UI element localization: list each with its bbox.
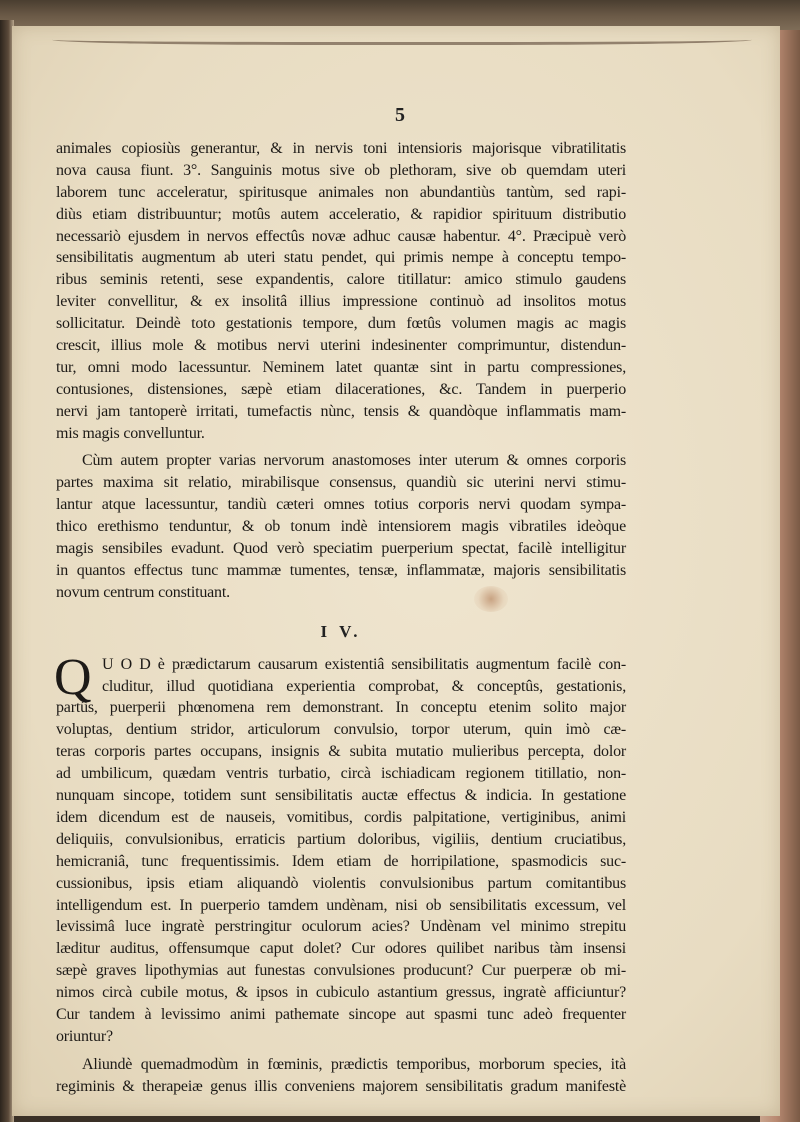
body-text <box>56 138 626 1098</box>
text-line: partûs, puerperii phœnomena rem demonstrant. In conceptu etenim solito major <box>56 699 626 717</box>
text-line: partes maxima sit relatio, mirabilisque consensus, quandiù sic uterini nervi stimu- <box>56 474 626 492</box>
text-line: voluptas, dentium stridor, articulorum convulsio, torpor uterum, quin imò cæ- <box>56 721 626 739</box>
text-line: leviter convellitur, & ex insolitâ illius impressione continuò ad insolitos motus <box>56 293 626 311</box>
text-line: hemicraniâ, tunc frequentissimis. Idem etiam de horripilatione, spasmodicis suc- <box>56 852 626 870</box>
text-line: Cur tandem à levissimo animi pathemate sincope aut spasmi tunc adeò frequenter <box>56 1005 626 1023</box>
drop-cap-letter: Q <box>54 648 92 706</box>
text-line: Aliundè quemadmodùm in fœminis, prædictis temporibus, morborum species, ità <box>82 1055 626 1073</box>
paragraph-three <box>54 648 626 1048</box>
text-line: ribus seminis retenti, sese expandentis, calore titillatur: amico stimulo gaudens <box>56 271 626 289</box>
text-line: oriuntur? <box>56 1027 113 1045</box>
page-top-curve <box>52 32 752 45</box>
text-line: sollicitatur. Deindè toto gestationis tempore, dum fœtûs volumen magis ac magis <box>56 315 626 333</box>
paragraph-two <box>56 450 626 603</box>
text-line: tur, omni modo lacessuntur. Neminem latet quantæ sint in partu compressiones, <box>56 358 626 376</box>
text-line: idem dicendum est de nauseis, vomitibus, cordis palpitatione, vertiginibus, animi <box>56 808 626 826</box>
paragraph-one <box>56 138 626 444</box>
text-line: lantur atque lacessuntur, tandiù cæteri omnes totius corporis nervi quodam sympa- <box>56 496 626 514</box>
text-line: levissimâ luce ingratè perstringitur oculorum acies? Undènam vel minimo strepitu <box>56 918 626 936</box>
text-line: ad umbilicum, quædam ventris turbatio, circà ischiadicam regionem titillatio, non- <box>56 765 626 783</box>
text-line: novum centrum constituant. <box>56 583 230 601</box>
text-line: Cùm autem propter varias nervorum anastomoses inter uterum & omnes corporis <box>82 452 626 470</box>
text-line: diùs etiam distribuuntur; motûs autem acceleratio, & rapidior spirituum distributio <box>56 205 626 223</box>
text-line: cussionibus, ipsis etiam aliquandò violentis convulsionibus partum comitantibus <box>56 874 626 892</box>
text-line: nimos circà cubile motus, & ipsos in cubiculo astantium gressus, ingratè afficiuntur? <box>56 984 626 1002</box>
text-line: nervi jam tantoperè irritati, tumefactis nùnc, tensis & quandòque inflammatis mam- <box>56 402 626 420</box>
text-line: in quantos effectus tunc mammæ tumentes, tensæ, inflammatæ, majoris sensibilitatis <box>56 561 626 579</box>
text-line: contusiones, distensiones, sæpè etiam dilacerationes, &c. Tandem in puerperio <box>56 380 626 398</box>
text-line: cluditur, illud quotidiana experientia comprobat, & conceptûs, gestationis, <box>102 677 626 695</box>
text-line: U O D è prædictarum causarum existentiâ sensibilitatis augmentum facilè con- <box>102 655 626 673</box>
text-line: animales copiosiùs generantur, & in nervis toni intensioris majorisque vibratilitatis <box>56 140 626 157</box>
section-heading: I V. <box>320 621 362 641</box>
text-line: sæpè graves lipothymias aut funestas convulsiones producunt? Cur puerperæ ob mi- <box>56 962 626 980</box>
text-line: laborem tunc acceleratur, spiritusque animales non abundantiùs tantùm, sed rapi- <box>56 183 626 201</box>
text-line: mis magis convelluntur. <box>56 424 205 442</box>
text-line: teras corporis partes occupans, insignis & subita mutatio mulieribus percepta, dolor <box>56 743 626 761</box>
page-number: 5 <box>395 104 405 126</box>
text-line: regiminis & therapeiæ genus illis conveniens majorem sensibilitatis gradum manifestè <box>56 1077 626 1095</box>
text-line: necessariò ejusdem in nervos effectûs novæ adhuc causæ habentur. 4°. Præcipuè verò <box>56 227 626 245</box>
text-line: magis sensibiles evadunt. Quod verò speciatim puerperium spectat, facilè intelligitur <box>56 540 626 558</box>
text-line: intelligendum est. In puerperio tamdem undènam, nisi ob sensibilitatis excessum, vel <box>56 896 626 914</box>
text-line: crescit, illius mole & motibus nervi uterini indesinenter comprimuntur, distendun- <box>56 337 626 355</box>
text-line: deliquiis, convulsionibus, erraticis partium doloribus, vigiliis, dentium cruciatibus, <box>56 830 626 848</box>
text-line: thico erethismo tenduntur, & ob tonum indè intensiorem magis vibratiles ideòque <box>56 518 626 536</box>
text-line: nova causa fiunt. 3°. Sanguinis motus sive ob plethoram, sive ob quemdam uteri <box>56 161 626 179</box>
paragraph-four <box>56 1054 626 1098</box>
text-line: sensibilitatis augmentum ab uteri statu pendet, qui primis nempe à conceptu tempo- <box>56 249 626 267</box>
text-line: læditur auditus, offensumque caput dolet? Cur odores quilibet naribus tàm insensi <box>56 940 626 958</box>
text-line: nunquam sincope, totidem sunt sensibilitatis auctæ effectus & indicia. In gestatione <box>56 787 626 805</box>
